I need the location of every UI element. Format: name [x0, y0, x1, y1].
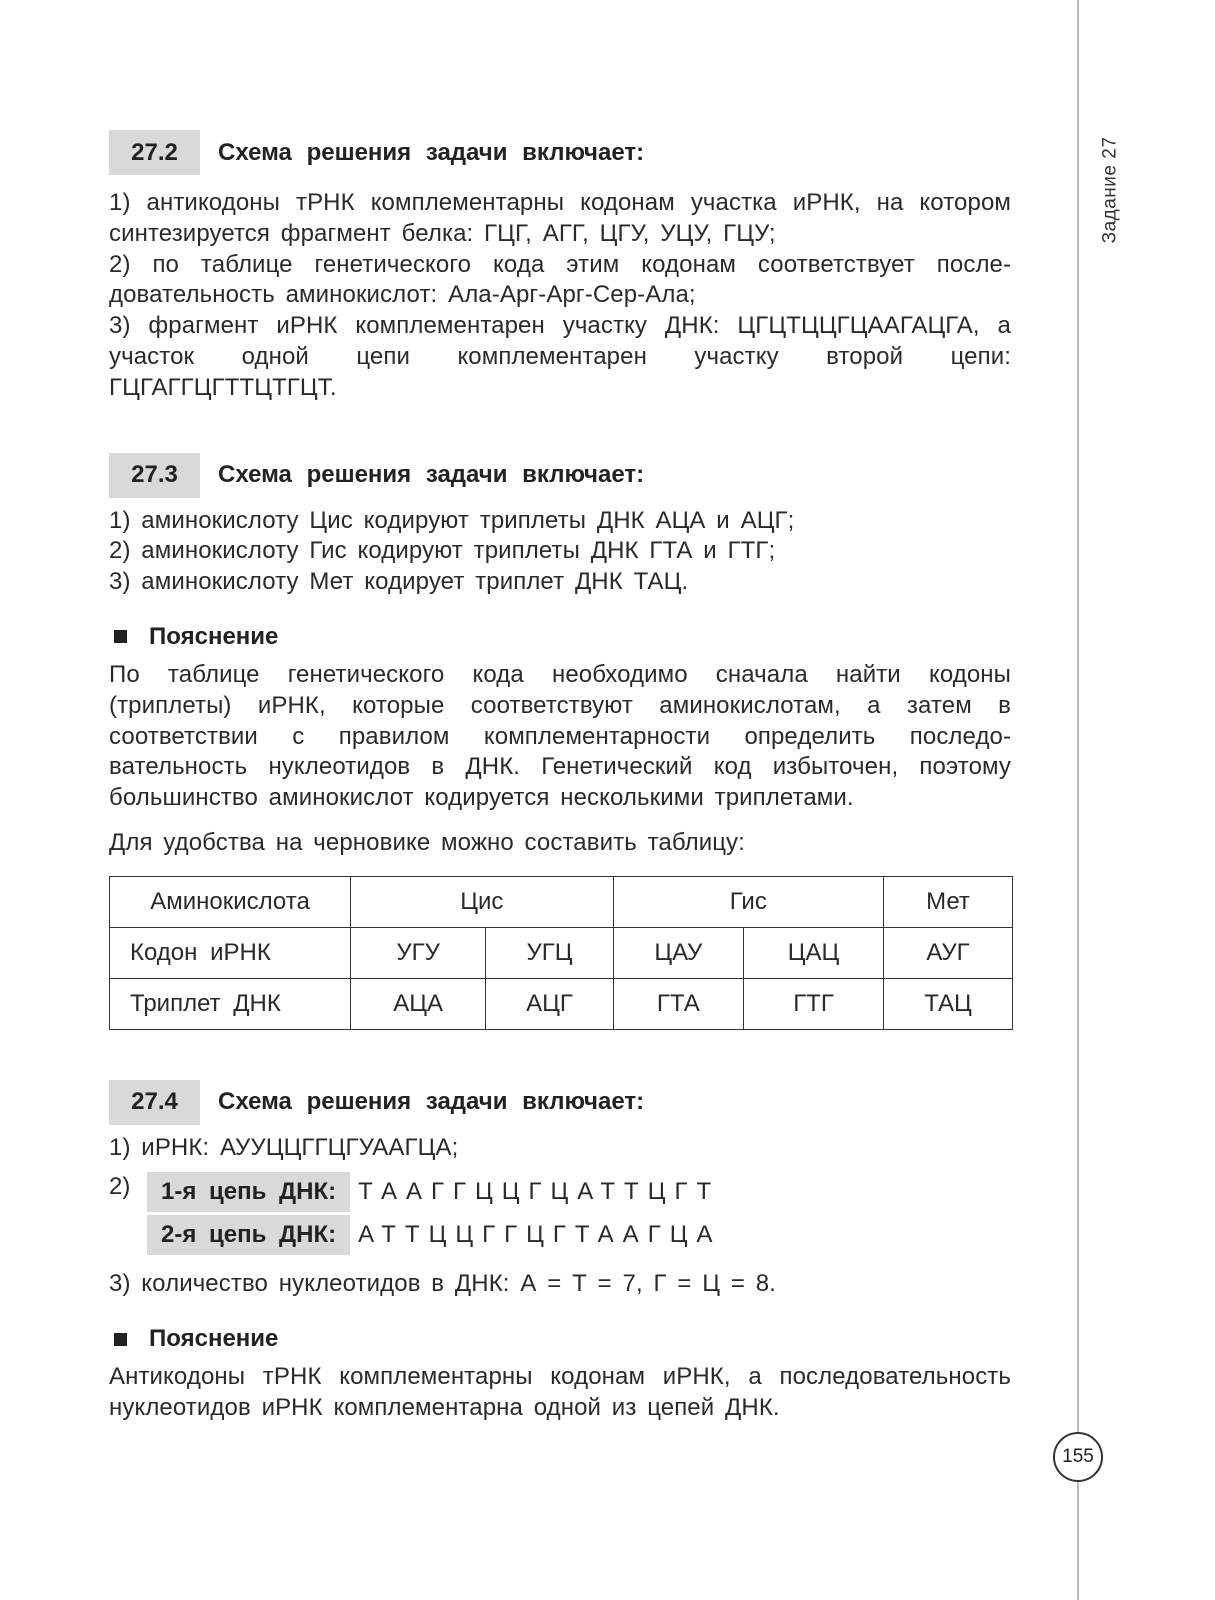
table-intro: Для удобства на черновике можно составить таблицу:	[109, 828, 745, 856]
table-cell: АУГ	[884, 927, 1013, 978]
table-cell: ТАЦ	[884, 978, 1013, 1029]
side-section-tag-text: Задание 27	[1099, 136, 1121, 244]
table-row-label: Кодон иРНК	[110, 927, 351, 978]
table-cell: ЦАУ	[613, 927, 743, 978]
answer-item-1: 1) аминокислоту Цис кодируют триплеты ДНК АЦА и АЦГ;	[109, 506, 795, 534]
answer-item-2: 2) аминокислоту Гис кодируют триплеты ДНК ГТА и ГТГ;	[109, 537, 776, 565]
bullet-square-icon	[114, 1333, 127, 1346]
table-header-cell: Гис	[613, 876, 883, 927]
side-section-tag	[1096, 126, 1124, 254]
dna-chain-sequence: АТТЦЦГГЦГТААГЦА	[358, 1220, 722, 1248]
section-header-27-4	[109, 1080, 1011, 1125]
section-title: Схема решения задачи включает:	[218, 1088, 645, 1116]
table-row	[110, 978, 1013, 1029]
page-number: 155	[1053, 1432, 1103, 1482]
margin-rule	[1077, 0, 1079, 1600]
codon-table	[109, 876, 1013, 1030]
explanation-title: Пояснение	[149, 1325, 279, 1353]
section-title: Схема решения задачи включает:	[218, 461, 645, 489]
answer-item-3: 3) аминокислоту Мет кодирует триплет ДНК ТАЦ.	[109, 568, 689, 596]
table-cell: ГТГ	[744, 978, 884, 1029]
table-cell: ЦАЦ	[744, 927, 884, 978]
dna-chains-block	[109, 1172, 1011, 1255]
dna-chain-2	[147, 1215, 721, 1255]
table-row	[110, 927, 1013, 978]
answer-item-1: 1) антикодоны тРНК комплементарны кодонам участка иРНК, на котором синтезируется фрагмент белка: ГЦГ, АГГ, ЦГУ, УЦУ, ГЦУ;	[109, 189, 1011, 247]
dna-chain-label: 1-я цепь ДНК:	[147, 1172, 350, 1212]
table-header-cell: Цис	[351, 876, 614, 927]
page-content	[109, 130, 1011, 1424]
answer-item-3: 3) количество нуклеотидов в ДНК: А = Т = 7, Г = Ц = 8.	[109, 1269, 776, 1297]
answer-item-3: 3) фрагмент иРНК комплементарен участку ДНК: ЦГЦТЦЦГЦААГАЦГА, а участок одной цепи комплементарен участку второй цепи: ГЦГАГГЦГТТЦТГЦТ.	[109, 312, 1011, 401]
section-title: Схема решения задачи включает:	[218, 138, 645, 166]
table-cell: АЦГ	[486, 978, 613, 1029]
section-number: 27.3	[109, 453, 200, 498]
explanation-text: По таблице генетического кода необходимо сначала найти кодоны (триплеты) иРНК, которые соответствуют аминокислотам, а затем в соответствии с правилом комплементарности определить последовательность нуклеотидов в ДНК. Генетический код избыточен, поэтому большинство аминокислот кодируется несколькими триплетами.	[109, 660, 1011, 812]
section-number: 27.4	[109, 1080, 200, 1125]
answer-item-1: 1) иРНК: АУУЦЦГГЦГУААГЦА;	[109, 1133, 459, 1161]
explanation-header	[109, 622, 1011, 652]
answer-item-2-number: 2)	[109, 1172, 131, 1200]
explanation-title: Пояснение	[149, 622, 279, 650]
explanation-header	[109, 1324, 1011, 1354]
table-header-cell: Мет	[884, 876, 1013, 927]
bullet-square-icon	[114, 630, 127, 643]
dna-chain-sequence: ТААГГЦЦГЦАТТЦГТ	[358, 1177, 721, 1205]
section-header-27-2	[109, 130, 1011, 175]
table-row-label: Триплет ДНК	[110, 978, 351, 1029]
table-cell: УГУ	[351, 927, 486, 978]
table-cell: ГТА	[613, 978, 743, 1029]
section-number: 27.2	[109, 130, 200, 175]
answer-item-2: 2) по таблице генетического кода этим кодонам соответствует последовательность аминокислот: Ала-Арг-Арг-Сер-Ала;	[109, 250, 1011, 309]
dna-chains	[147, 1172, 721, 1255]
explanation-text: Антикодоны тРНК комплементарны кодонам иРНК, а последовательность нуклеотидов иРНК комплементарна одной из цепей ДНК.	[109, 1363, 1011, 1422]
table-header-cell: Аминокислота	[110, 876, 351, 927]
section-header-27-3	[109, 453, 1011, 498]
dna-chain-1	[147, 1172, 721, 1212]
table-cell: УГЦ	[486, 927, 613, 978]
table-row	[110, 876, 1013, 927]
dna-chain-label: 2-я цепь ДНК:	[147, 1215, 350, 1255]
table-cell: АЦА	[351, 978, 486, 1029]
